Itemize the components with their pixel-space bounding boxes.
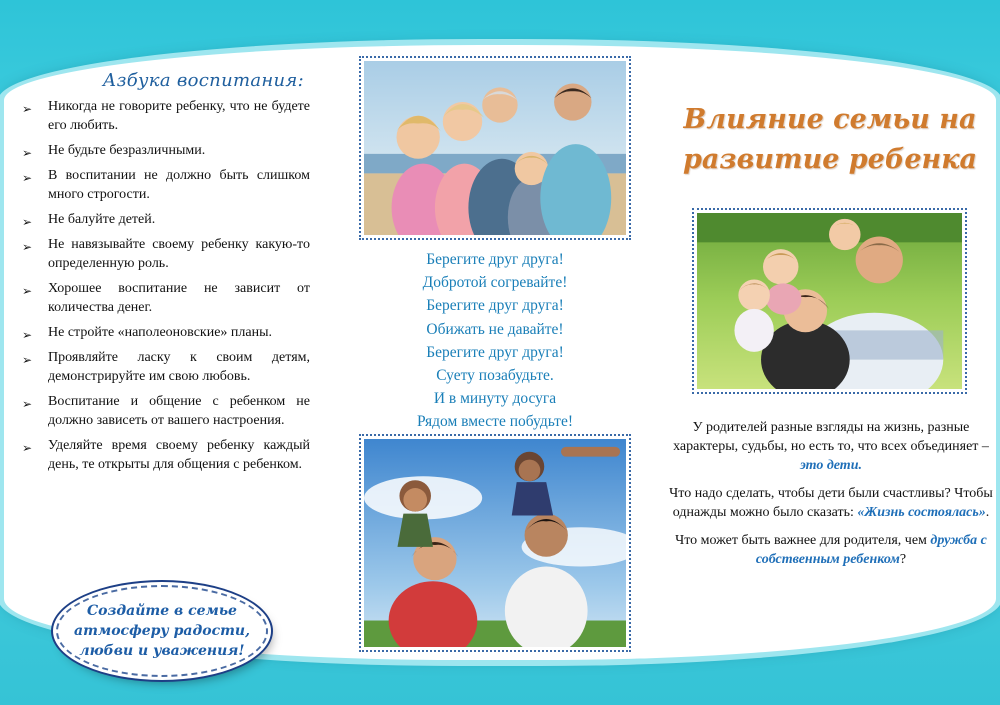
list-item: ➢ Воспитание и общение с ребенком не должно зависеть от вашего настроения.: [22, 394, 310, 428]
list-item: ➢ В воспитании не должно быть слишком много строгости.: [22, 168, 310, 202]
poem-line: Рядом вместе побудьте!: [416, 413, 573, 431]
family-grass-illustration: [697, 213, 962, 389]
parenting-abc-heading: Азбука воспитания:: [102, 70, 304, 91]
page-title: Влияние семьи на развитие ребенка: [683, 104, 977, 175]
arrow-bullet-icon: ➢: [22, 215, 33, 229]
arrow-bullet-icon: ➢: [22, 240, 33, 254]
motto-text: Создайте в семье атмосферу радости, любви и уважения!: [74, 603, 250, 659]
list-item: ➢ Не будьте безразличными.: [18, 141, 310, 160]
paragraph: У родителей разные взгляды на жизнь, разные характеры, судьбы, но есть то, что всех объединяет – это дети.: [673, 420, 989, 473]
list-item: ➢ Хорошее воспитание не зависит от количества денег.: [22, 281, 310, 315]
arrow-bullet-icon: ➢: [22, 171, 33, 185]
list-item: ➢ Не навязывайте своему ребенку какую-то определенную роль.: [22, 237, 310, 271]
family-beach-photo: [359, 56, 631, 240]
arrow-bullet-icon: ➢: [22, 102, 33, 116]
tips-list: [18, 97, 310, 474]
list-item: ➢ Никогда не говорите ребенку, что не будете его любить.: [22, 99, 310, 133]
list-item: ➢ Не балуйте детей.: [18, 210, 310, 229]
arrow-bullet-icon: ➢: [22, 328, 33, 342]
poem-line: Берегите друг друга!: [426, 297, 564, 315]
highlight-text: дружба с собственным ребенком: [755, 533, 987, 567]
list-item: ➢ Уделяйте время своему ребенку каждый день, те открыты для общения с ребенком.: [22, 438, 310, 472]
family-beach-illustration: [364, 61, 626, 235]
poem-line: И в минуту досуга: [433, 390, 557, 408]
arrow-bullet-icon: ➢: [22, 441, 33, 455]
family-park-illustration: [364, 439, 626, 647]
poem-line: Суету позабудьте.: [436, 367, 554, 385]
highlight-text: это дети: [800, 458, 859, 473]
arrow-bullet-icon: ➢: [22, 284, 33, 298]
list-item: ➢ Проявляйте ласку к своим детям, демонстрируйте им свою любовь.: [22, 350, 310, 384]
poem-line: Добротой согревайте!: [422, 274, 568, 292]
poem-line: Обижать не давайте!: [426, 320, 564, 338]
family-park-photo: [359, 434, 631, 652]
right-text-block: [664, 418, 998, 578]
list-item: ➢ Не стройте «наполеоновские» планы.: [18, 323, 310, 342]
motto-oval: [56, 585, 268, 677]
poem-line: Берегите друг друга!: [426, 343, 564, 361]
paragraph: Что надо сделать, чтобы дети были счастливы? Чтобы однажды можно было сказать: «Жизнь состоялась».: [669, 486, 993, 520]
arrow-bullet-icon: ➢: [22, 353, 33, 367]
poem: [362, 248, 628, 434]
poem-line: Берегите друг друга!: [426, 251, 564, 268]
paragraph: Что может быть важнее для родителя, чем дружба с собственным ребенком?: [675, 533, 987, 567]
family-grass-photo: [692, 208, 967, 394]
left-panel: [18, 70, 310, 480]
highlight-text: «Жизнь состоялась»: [857, 505, 986, 520]
arrow-bullet-icon: ➢: [22, 397, 33, 411]
arrow-bullet-icon: ➢: [22, 146, 33, 160]
